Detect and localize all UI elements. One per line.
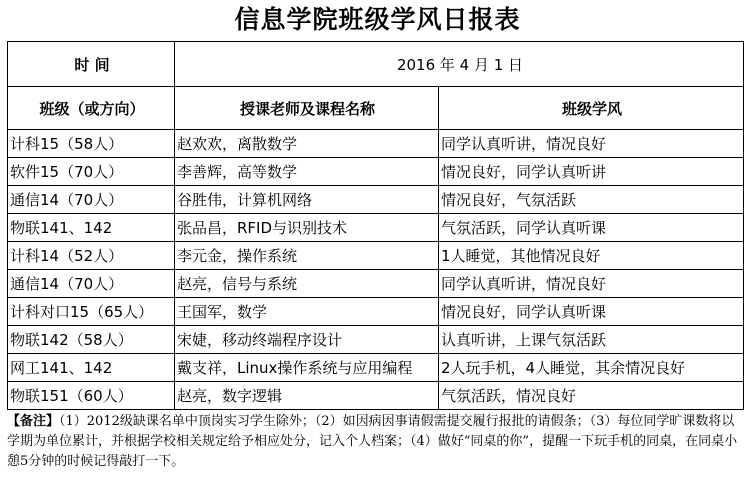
report-table <box>7 41 744 410</box>
cell-style: 情况良好，同学认真听课 <box>439 298 744 326</box>
table-row <box>8 242 744 270</box>
table-row <box>8 186 744 214</box>
table-row <box>8 354 744 382</box>
cell-class: 物联141、142 <box>8 214 175 242</box>
cell-style: 同学认真听讲，情况良好 <box>439 130 744 158</box>
cell-style: 1人睡觉，其他情况良好 <box>439 242 744 270</box>
cell-style: 气氛活跃，情况良好 <box>439 382 744 410</box>
cell-teacher: 赵亮，数字逻辑 <box>175 382 439 410</box>
cell-style: 2人玩手机，4人睡觉，其余情况良好 <box>439 354 744 382</box>
cell-class: 物联151（60人） <box>8 382 175 410</box>
cell-teacher: 张品昌，RFID与识别技术 <box>175 214 439 242</box>
table-row <box>8 270 744 298</box>
notes-section <box>7 412 747 472</box>
cell-teacher: 王国军，数学 <box>175 298 439 326</box>
cell-class: 网工141、142 <box>8 354 175 382</box>
cell-style: 同学认真听讲，情况良好 <box>439 270 744 298</box>
cell-class: 物联142（58人） <box>8 326 175 354</box>
table-row <box>8 158 744 186</box>
cell-style: 认真听讲，上课气氛活跃 <box>439 326 744 354</box>
column-header-class: 班级（或方向） <box>8 87 175 130</box>
column-header-style: 班级学风 <box>439 87 744 130</box>
time-label: 时 间 <box>8 42 175 87</box>
notes-text: （1）2012级缺课名单中顶岗实习学生除外；（2）如因病因事请假需提交履行报批的请假条；（3）每位同学旷课数将以学期为单位累计，并根据学校相关规定给予相应处分，记入个人档案；（4）做好“同桌的你”，提醒一下玩手机的同桌，在同桌小憩5分钟的时候记得敲打一下。 <box>7 414 738 469</box>
cell-class: 计科对口15（65人） <box>8 298 175 326</box>
cell-teacher: 李元金，操作系统 <box>175 242 439 270</box>
cell-style: 情况良好，气氛活跃 <box>439 186 744 214</box>
table-row <box>8 298 744 326</box>
table-row <box>8 326 744 354</box>
cell-class: 计科14（52人） <box>8 242 175 270</box>
notes-tag: 【备注】 <box>7 414 60 429</box>
cell-class: 软件15（70人） <box>8 158 175 186</box>
cell-style: 情况良好，同学认真听讲 <box>439 158 744 186</box>
cell-teacher: 戴支祥，Linux操作系统与应用编程 <box>175 354 439 382</box>
column-header-teacher: 授课老师及课程名称 <box>175 87 439 130</box>
table-row <box>8 130 744 158</box>
header-row <box>8 87 744 130</box>
report-date: 2016 年 4 月 1 日 <box>175 42 744 87</box>
cell-class: 计科15（58人） <box>8 130 175 158</box>
cell-teacher: 谷胜伟，计算机网络 <box>175 186 439 214</box>
cell-class: 通信14（70人） <box>8 186 175 214</box>
table-row <box>8 382 744 410</box>
report-title: 信息学院班级学风日报表 <box>234 5 521 34</box>
cell-teacher: 宋婕，移动终端程序设计 <box>175 326 439 354</box>
cell-style: 气氛活跃，同学认真听课 <box>439 214 744 242</box>
cell-teacher: 赵亮，信号与系统 <box>175 270 439 298</box>
cell-class: 通信14（70人） <box>8 270 175 298</box>
time-row <box>8 42 744 87</box>
table-row <box>8 214 744 242</box>
cell-teacher: 李善辉，高等数学 <box>175 158 439 186</box>
cell-teacher: 赵欢欢，离散数学 <box>175 130 439 158</box>
